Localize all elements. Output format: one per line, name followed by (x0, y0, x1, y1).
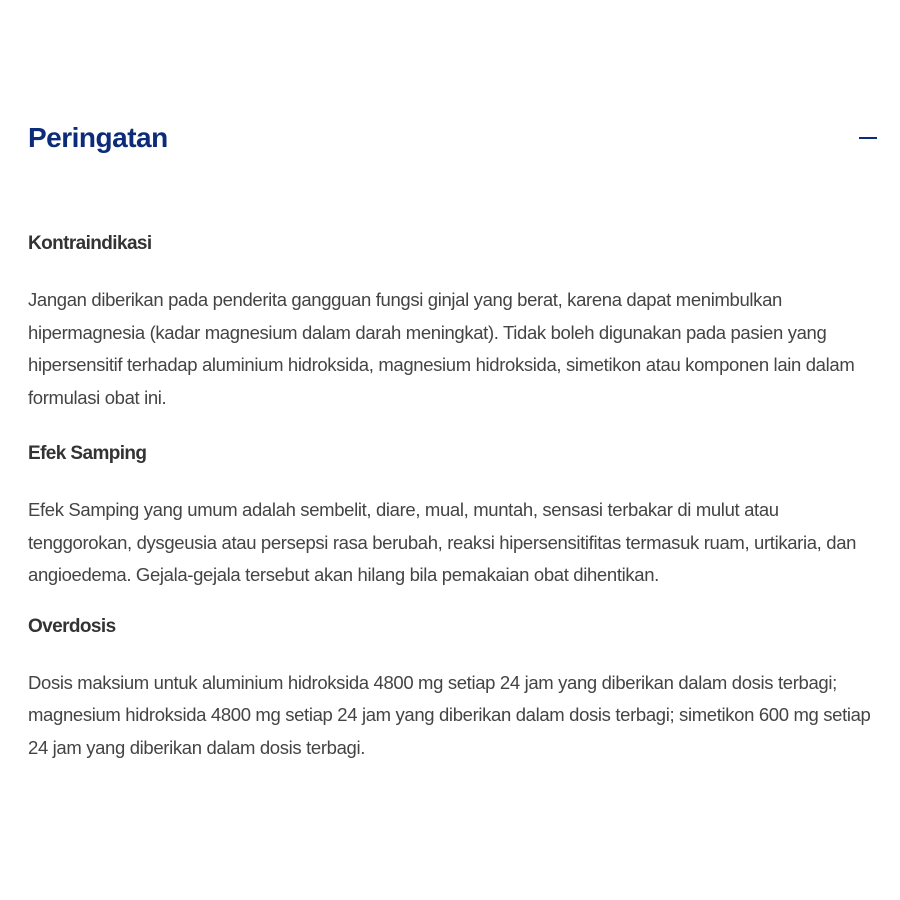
section-text-kontraindikasi: Jangan diberikan pada penderita gangguan fungsi ginjal yang berat, karena dapat menimbulkan hipermagnesia (kadar magnesium dalam darah meningkat). Tidak boleh digunakan pada pasien yang hipersensitif terhadap aluminium hidroksida, magnesium hidroksida, simetikon atau komponen lain dalam formulasi obat ini. (28, 289, 855, 408)
section-heading-efek-samping: Efek Samping (28, 443, 147, 464)
section-heading-overdosis: Overdosis (28, 615, 116, 637)
section-heading-kontraindikasi: Kontraindikasi (28, 233, 152, 254)
minus-icon[interactable] (858, 128, 878, 148)
accordion-header[interactable] (28, 118, 878, 158)
accordion-title: Peringatan (28, 122, 168, 153)
accordion-body (28, 230, 872, 764)
section-text-overdosis: Dosis maksium untuk aluminium hidroksida 4800 mg setiap 24 jam yang diberikan dalam dosis terbagi; magnesium hidroksida 4800 mg setiap 24 jam yang diberikan dalam dosis terbagi; simetikon 600 mg setiap 24 jam yang diberikan dalam dosis terbagi. (28, 671, 871, 758)
section-text-efek-samping: Efek Samping yang umum adalah sembelit, diare, mual, muntah, sensasi terbakar di mulut atau tenggorokan, dysgeusia atau persepsi rasa berubah, reaksi hipersensitifitas termasuk ruam, urtikaria, dan angioedema. Gejala-gejala tersebut akan hilang bila pemakaian obat dihentikan. (28, 499, 857, 585)
